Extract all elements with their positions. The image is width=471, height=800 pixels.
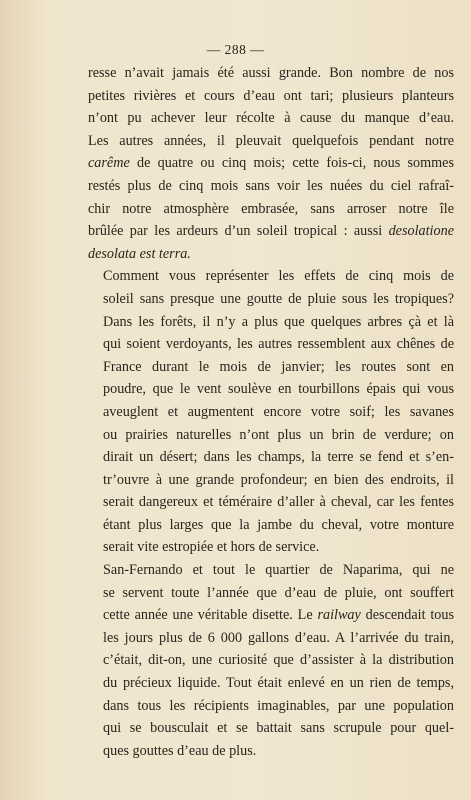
text-line: San-Fernando et tout le quartier de Naparima, qui ne [103,562,454,579]
text-line: desolata est terra. [88,245,191,262]
text-line: poudre, que le vent soulève en tourbillons épais qui vous [103,381,454,398]
text-line: dirait un désert; dans les champs, la terre se fend et s’en- [103,449,454,466]
text-line: resse n’avait jamais été aussi grande. Bon nombre de nos [88,65,454,81]
text-line: petites rivières et cours d’eau ont tari; plusieurs planteurs [88,87,454,104]
text-line: soleil sans presque une goutte de pluie sous les tropiques? [103,290,454,307]
text-line: ques gouttes d’eau de plus. [103,742,257,759]
paragraph-1 [88,62,454,265]
text-line: dans tous les récipients imaginables, par une population [103,697,454,714]
body-text [88,62,454,762]
text-line: brûlée par les ardeurs d’un soleil tropical : aussi desolatione [88,223,454,240]
text-line: chir notre atmosphère embrasée, sans arroser notre île [88,200,454,217]
text-line: c’était, dit-on, une curiosité que d’assister à la distribution [103,652,454,669]
text-line: Dans les forêts, il n’y a plus que quelques arbres çà et là [103,313,454,330]
page-number: — 288 — [206,42,265,57]
text-line: n’ont pu achever leur récolte à cause du manque d’eau. [88,110,454,127]
paragraph-3 [88,559,454,762]
text-line: tr’ouvre à une grande profondeur; en bien des endroits, il [103,471,454,488]
text-line: aveuglent et augmentent encore votre soif; les savanes [103,403,454,420]
paragraph-2 [88,265,454,559]
text-line: restés plus de cinq mois sans voir les nuées du ciel rafraî- [88,177,454,194]
text-line: se servent toute l’année que d’eau de pluie, ont souffert [103,584,454,601]
text-line: qui se bousculait et se battait sans scrupule pour quel- [103,720,454,737]
text-line: serait dangereux et téméraire d’aller à cheval, car les fentes [103,494,454,511]
text-line: ou prairies naturelles n’ont plus un brin de verdure; on [103,426,454,443]
text-line: cette année une véritable disette. Le railway descendait tous [103,607,455,624]
text-line: Les autres années, il pleuvait quelquefois pendant notre [88,132,454,149]
text-line: étant plus larges que la jambe du cheval, votre monture [103,516,454,533]
text-line: France durant le mois de janvier; les routes sont en [103,358,454,375]
text-line: Comment vous représenter les effets de cinq mois de [103,268,454,285]
text-line: qui soient verdoyants, les autres ressemblent aux chênes de [103,336,454,353]
text-line: carême de quatre ou cinq mois; cette fois-ci, nous sommes [88,155,454,172]
text-line: les jours plus de 6 000 gallons d’eau. A l’arrivée du train, [103,629,454,646]
text-line: du précieux liquide. Tout était enlevé en un rien de temps, [103,675,454,692]
text-line: serait vite estropiée et hors de service. [103,539,320,556]
